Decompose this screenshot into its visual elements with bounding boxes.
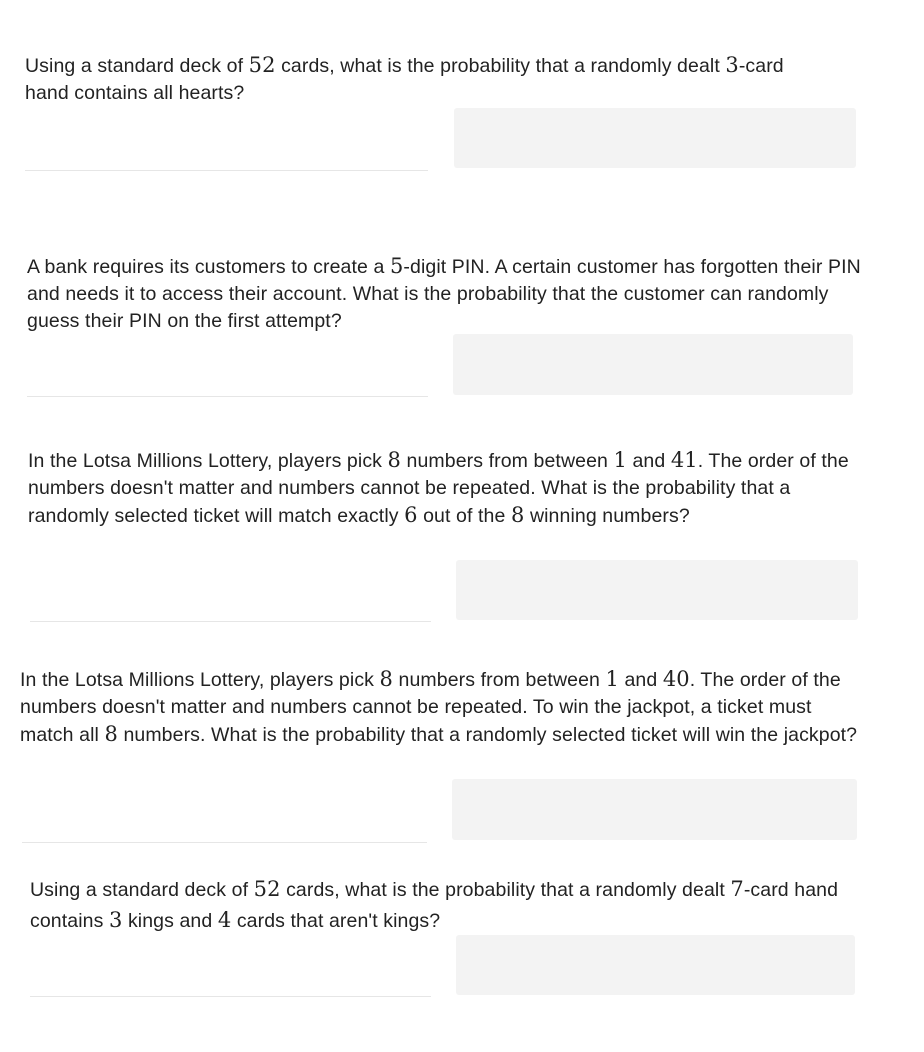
question-text: -card hand contains (30, 879, 839, 932)
question-text: numbers from between (401, 450, 614, 472)
math-number: 8 (510, 503, 525, 527)
question-text: . The order of the numbers doesn't matter and numbers cannot be repeated. To win the jackpot, a ticket must match all (20, 669, 841, 746)
math-number: 8 (104, 722, 118, 746)
question-5 (30, 874, 870, 936)
answer-input-2[interactable] (453, 334, 853, 395)
question-4 (20, 666, 868, 749)
question-text: and (618, 669, 663, 691)
question-text: cards that aren't kings? (231, 910, 441, 932)
question-text: In the Lotsa Millions Lottery, players pick (28, 450, 388, 472)
question-text: cards, what is the probability that a randomly dealt (280, 879, 731, 901)
math-number: 8 (379, 667, 394, 691)
question-text: and (626, 450, 671, 472)
question-text: Using a standard deck of (30, 879, 254, 901)
math-number: 6 (404, 503, 418, 527)
math-number: 8 (387, 448, 402, 472)
math-number: 52 (253, 877, 281, 901)
math-number: 5 (389, 254, 404, 278)
question-text: . The order of the numbers doesn't matter and numbers cannot be repeated. What is the probability that a randomly selected ticket will match exactly (28, 450, 849, 527)
question-text: kings and (122, 910, 218, 932)
math-number: 40 (662, 667, 690, 691)
math-number: 41 (670, 448, 698, 472)
math-number: 1 (605, 667, 619, 691)
question-text: numbers from between (393, 669, 606, 691)
question-text: -digit PIN. A certain customer has forgotten their PIN and needs it to access their account. What is the probability that the customer can randomly guess their PIN on the first attempt? (27, 256, 861, 332)
question-1 (25, 52, 815, 107)
question-3 (28, 447, 868, 530)
math-number: 1 (613, 448, 627, 472)
answer-line-4 (22, 842, 427, 843)
question-text: winning numbers? (524, 505, 690, 527)
answer-input-3[interactable] (456, 560, 858, 620)
answer-line-5 (30, 996, 431, 997)
math-number: 3 (108, 908, 123, 932)
question-text: -card hand contains all hearts? (25, 55, 784, 104)
answer-line-2 (27, 396, 428, 397)
math-number: 3 (725, 53, 739, 77)
question-text: In the Lotsa Millions Lottery, players pick (20, 669, 380, 691)
math-number: 4 (217, 908, 232, 932)
math-number: 7 (730, 877, 744, 901)
answer-input-1[interactable] (454, 108, 856, 168)
question-2 (27, 253, 867, 335)
answer-line-1 (25, 170, 428, 171)
answer-line-3 (30, 621, 431, 622)
question-text: numbers. What is the probability that a randomly selected ticket will win the jackpot? (117, 724, 858, 746)
question-text: cards, what is the probability that a randomly dealt (275, 55, 726, 77)
math-number: 52 (248, 53, 276, 77)
answer-input-5[interactable] (456, 935, 855, 995)
question-text: A bank requires its customers to create a (27, 256, 390, 278)
question-text: Using a standard deck of (25, 55, 249, 77)
question-text: out of the (417, 505, 511, 527)
answer-input-4[interactable] (452, 779, 857, 840)
